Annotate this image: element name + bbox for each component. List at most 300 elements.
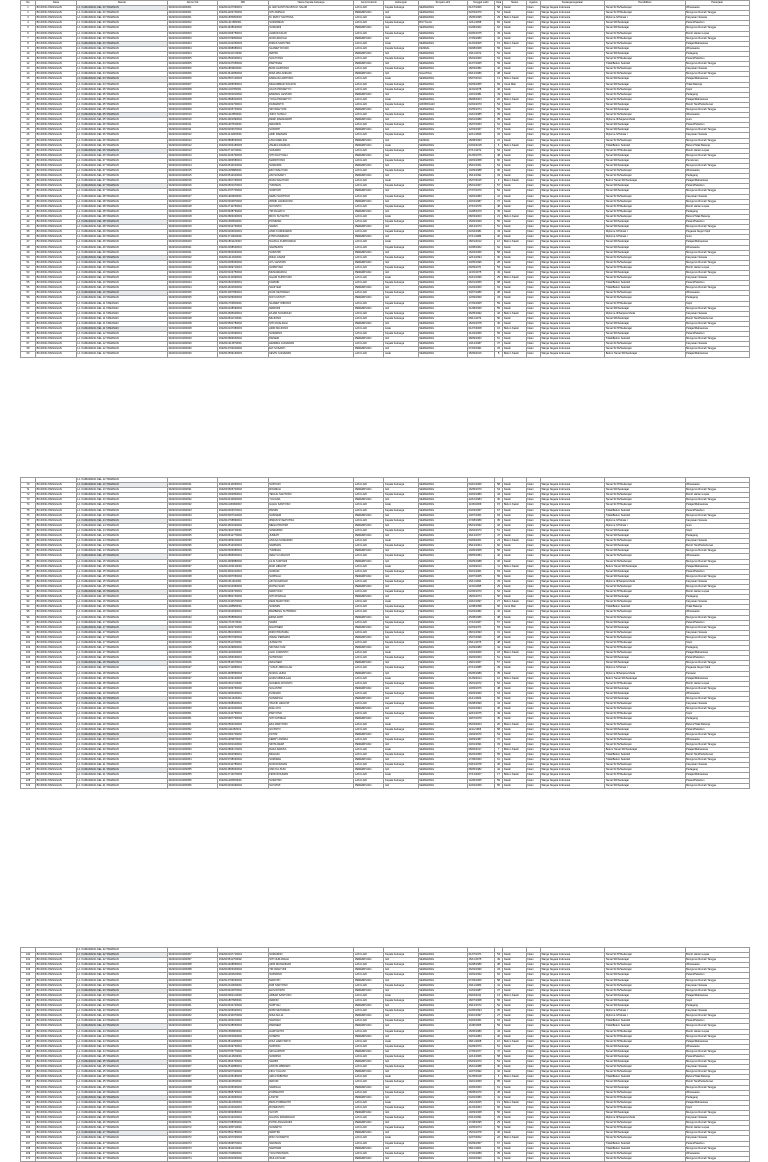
table-cell: BOJONG PAINGGAN [36, 1049, 77, 1054]
table-cell: Warga Negara Indonesia [540, 1105, 604, 1110]
table-cell: Kawin [503, 778, 527, 783]
table-cell: 50 [494, 595, 503, 600]
table-cell: Wiraswasta [685, 6, 749, 11]
table-cell: LAKI-LAKI [354, 1039, 384, 1044]
table-cell: SEMARANG [418, 77, 467, 82]
table-cell: Wiraswasta [685, 245, 749, 250]
table-cell: Islam [526, 605, 540, 610]
table-cell: 21 [21, 107, 36, 112]
table-cell: Belum Tamat SD/Sederajat [605, 179, 685, 184]
table-cell: Warga Negara Indonesia [540, 77, 604, 82]
table-cell: 41 [21, 209, 36, 214]
table-cell: 9 [21, 46, 36, 51]
table-cell: BOJONG PAINGGAN [36, 123, 77, 128]
table-cell: 42 [21, 214, 36, 219]
table-cell: 58 [21, 296, 36, 301]
table-cell: 11/06/2009 [467, 503, 494, 508]
table-cell: Istri [384, 225, 418, 230]
table-cell: Belum Tamat SD/Sederajat [605, 564, 685, 569]
table-cell: PEREMPUAN [354, 138, 384, 143]
table-cell: BOJONG PAINGGAN [36, 630, 77, 635]
table-cell: Karyawan Swasta [685, 702, 749, 707]
table-cell: Warga Negara Indonesia [540, 316, 604, 321]
table-cell: LAKI-LAKI [354, 204, 384, 209]
table-cell: SEMARANG [418, 153, 467, 158]
table-cell: BOJONG PAINGGAN [36, 595, 77, 600]
table-cell: Pelajar/Mahasiswa [685, 773, 749, 778]
table-cell: 41 [494, 983, 503, 988]
table-cell: PEREMPUAN [354, 661, 384, 666]
table-cell: Kepala Keluarga [384, 554, 418, 559]
table-cell: 3322015108650002 [218, 1024, 268, 1029]
table-cell: SEMARANG [418, 255, 467, 260]
table-cell: Kawin [503, 615, 527, 620]
table-cell: BOJONG PAINGGAN [36, 148, 77, 153]
table-cell: SEMARANG [418, 36, 467, 41]
table-cell: PEREMPUAN [354, 783, 384, 788]
table-cell: Tamat SLTP/Sederajat [605, 646, 685, 651]
table-cell: H. EDI SANTOSA BIN M. SALIM [268, 6, 354, 11]
table-cell: 54 [21, 276, 36, 281]
table-cell: Tidak/Belum Sekolah [605, 337, 685, 342]
table-cell: Kawin [503, 686, 527, 691]
table-cell: 3322010101000042 [167, 615, 217, 620]
column-header: Hubungan [384, 1, 418, 6]
table-cell: SEMARANG [418, 732, 467, 737]
table-cell: Tidak Bekerja [685, 82, 749, 87]
table-cell: 76 [21, 513, 36, 518]
table-cell: SEMARANG [418, 113, 467, 118]
table-cell: 34 [494, 702, 503, 707]
table-cell: 3322010101000011 [167, 128, 217, 133]
table-cell: 3322010310780001 [218, 763, 268, 768]
table-cell: SAMIJAN [268, 1019, 354, 1024]
table-cell: 64 [494, 57, 503, 62]
table-cell: Petani/Pekebun [685, 508, 749, 513]
table-cell: Kawin [503, 255, 527, 260]
table-cell: 60 [21, 306, 36, 311]
table-cell: 3322014909880002 [218, 559, 268, 564]
table-cell: SUMARNI [268, 26, 354, 31]
table-cell: LAKI-LAKI [354, 123, 384, 128]
table-cell: SEMARANG [418, 973, 467, 978]
table-cell: Buruh Harian Lepas [685, 590, 749, 595]
table-cell: Islam [526, 301, 540, 306]
table-cell: 47 [494, 1049, 503, 1054]
table-cell: Warga Negara Indonesia [540, 625, 604, 630]
table-cell: SARINAH [268, 1085, 354, 1090]
table-cell: Islam [526, 498, 540, 503]
table-cell: Istri [384, 549, 418, 554]
table-cell: MUHAMMAD SOLIKIN [268, 82, 354, 87]
table-cell: SURYADI [268, 483, 354, 488]
table-cell: SEMARANG [418, 559, 467, 564]
table-cell: 3322010101000070 [167, 1105, 217, 1110]
table-cell: LJ. KAMARANG KEL.06 TAMANAN [76, 143, 167, 148]
table-cell: BOJONG PAINGGAN [36, 681, 77, 686]
table-cell: NURUL HUDA [268, 671, 354, 676]
table-cell: GROBOGAN [418, 102, 467, 107]
table-cell: LJ. KAMARANG KEL.13 TAMANAN [76, 513, 167, 518]
table-cell: 3322010101000021 [167, 245, 217, 250]
table-cell: Warga Negara Indonesia [540, 184, 604, 189]
table-cell: 3322012002800001 [218, 493, 268, 498]
table-cell: SURATMI [268, 250, 354, 255]
table-cell: Islam [526, 1141, 540, 1146]
table-cell: 8 [494, 352, 503, 357]
table-cell: SUMADI [268, 569, 354, 574]
table-cell: Karyawan Swasta [685, 539, 749, 544]
table-cell: SEMARANG [418, 214, 467, 219]
table-cell: Islam [526, 209, 540, 214]
table-cell: Warga Negara Indonesia [540, 255, 604, 260]
table-cell: BOJONG PAINGGAN [36, 1019, 77, 1024]
table-cell: BOJONG PAINGGAN [36, 508, 77, 513]
table-cell: Kepala Keluarga [384, 291, 418, 296]
table-cell: SEMARANG [418, 306, 467, 311]
table-cell: Kawin [503, 483, 527, 488]
table-cell: Warga Negara Indonesia [540, 1049, 604, 1054]
table-cell: SEMARANG [418, 16, 467, 21]
table-cell: LJ. KAMARANG KEL.16 TAMANAN [76, 610, 167, 615]
table-cell: Kepala Keluarga [384, 123, 418, 128]
table-cell: 08/11/1961 [467, 1146, 494, 1151]
table-cell: 28 [494, 635, 503, 640]
table-cell: 67 [21, 342, 36, 347]
table-cell: AZKA WIBOWO [268, 1075, 354, 1080]
table-cell: SEMARANG [418, 1024, 467, 1029]
table-cell: Warga Negara Indonesia [540, 1060, 604, 1065]
table-cell: Kepala Keluarga [384, 1141, 418, 1146]
table-cell: Islam [526, 1156, 540, 1161]
table-cell: SEMARANG [418, 641, 467, 646]
table-cell: 3322016107650002 [218, 62, 268, 67]
table-cell: Kawin [503, 1014, 527, 1019]
table-cell: LAKI-LAKI [354, 963, 384, 968]
table-cell: Kepala Keluarga [384, 184, 418, 189]
table-cell: Warga Negara Indonesia [540, 651, 604, 656]
table-cell: Belum Kawin [503, 352, 527, 357]
table-cell: 84 [21, 554, 36, 559]
table-cell: 09/09/1988 [467, 559, 494, 564]
table-cell: GALIH SANTOSO [268, 503, 354, 508]
table-cell: 3322011506690001 [218, 220, 268, 225]
table-cell: 18 [494, 651, 503, 656]
table-cell: 21/04/1959 [467, 332, 494, 337]
table-cell: LAKI-LAKI [354, 641, 384, 646]
table-cell: Islam [526, 666, 540, 671]
table-cell: Istri [384, 661, 418, 666]
table-cell: BOJONG PAINGGAN [36, 747, 77, 752]
table-cell: 166 [21, 1136, 36, 1141]
table-cell: Warga Negara Indonesia [540, 737, 604, 742]
table-cell: 31 [494, 138, 503, 143]
table-cell: Kawin [503, 209, 527, 214]
table-cell: Tidak/Belum Sekolah [605, 605, 685, 610]
table-cell: Kawin [503, 1070, 527, 1075]
table-cell: Buruh Harian Lepas [685, 204, 749, 209]
table-cell: Kepala Keluarga [384, 605, 418, 610]
table-cell: Tamat SD/Sederajat [605, 958, 685, 963]
table-cell: Karyawan Swasta [685, 16, 749, 21]
table-cell: Kawin [503, 742, 527, 747]
table-cell: Islam [526, 1085, 540, 1090]
table-cell: LJ. KAMARANG KEL.08 TAMANAN [76, 199, 167, 204]
table-cell: 3322010608900001 [218, 702, 268, 707]
table-cell: Islam [526, 164, 540, 169]
table-cell: Tamat SLTP/Sederajat [605, 1126, 685, 1131]
table-cell: Tamat SD/Sederajat [605, 1080, 685, 1085]
table-cell: 02/04/1981 [467, 230, 494, 235]
table-cell: 57 [21, 291, 36, 296]
table-cell: SITI ROMLAH [268, 595, 354, 600]
table-cell: LJ. KAMARANG KEL.18 TAMANAN [76, 681, 167, 686]
table-cell: PEREMPUAN [354, 584, 384, 589]
table-cell: 3322012504600001 [218, 57, 268, 62]
table-cell: 48 [494, 204, 503, 209]
table-cell: Kawin [503, 270, 527, 275]
table-cell: 60 [494, 544, 503, 549]
table-cell: 3322016210840002 [218, 498, 268, 503]
table-cell: SEMARANG [418, 311, 467, 316]
table-cell: 3322015301810002 [218, 92, 268, 97]
table-cell: BOJONG PAINGGAN [36, 1105, 77, 1110]
table-cell: SEMARANG [418, 240, 467, 245]
table-cell: 158 [21, 1095, 36, 1100]
table-cell: Diploma IV/Strata I [605, 518, 685, 523]
table-cell: ZAHRA RAHMAN [268, 143, 354, 148]
table-cell: Kawin [503, 646, 527, 651]
table-cell: 19/09/1987 [467, 737, 494, 742]
table-cell: SEMARANG [418, 697, 467, 702]
table-cell: 15/12/1991 [467, 174, 494, 179]
table-cell: 3322010101000018 [167, 204, 217, 209]
table-cell: MUJIONO [268, 316, 354, 321]
table-cell: Istri [384, 235, 418, 240]
table-cell: 3322010101000060 [167, 983, 217, 988]
table-cell: Warga Negara Indonesia [540, 727, 604, 732]
table-cell: SEMARANG [418, 544, 467, 549]
table-cell: YOGA PRASETYO [268, 97, 354, 102]
table-cell: SUMIYATI [268, 189, 354, 194]
table-cell: 3322015808930002 [218, 138, 268, 143]
table-cell: 3322011305740001 [218, 1126, 268, 1131]
table-cell: Belum Kawin [503, 1100, 527, 1105]
table-cell: HARIYANTO [268, 1029, 354, 1034]
table-cell: Islam [526, 712, 540, 717]
table-cell: Warga Negara Indonesia [540, 342, 604, 347]
table-cell: 73 [21, 498, 36, 503]
table-cell: 128 [21, 778, 36, 783]
table-cell: DIAH AYU [268, 707, 354, 712]
table-cell: Tamat SD/Sederajat [605, 128, 685, 133]
table-cell: BOJONG PAINGGAN [36, 610, 77, 615]
table-cell: NAUFAL KURNIAWAN [268, 240, 354, 245]
table-cell: Warga Negara Indonesia [540, 153, 604, 158]
table-cell: Kawin [503, 641, 527, 646]
column-header: Usia [495, 1, 502, 4]
table-cell: LAKI-LAKI [354, 983, 384, 988]
table-cell: 36 [494, 559, 503, 564]
table-cell: BOJONG PAINGGAN [36, 661, 77, 666]
household-table-3 [20, 947, 750, 1162]
table-cell: 08/05/1982 [467, 768, 494, 773]
table-cell: SUPARMAN [268, 21, 354, 26]
table-cell: LJ. KAMARANG KEL.23 TAMANAN [76, 993, 167, 998]
table-cell: LAKI-LAKI [354, 753, 384, 758]
table-cell: Istri [384, 1131, 418, 1136]
table-cell: 26/07/2015 [467, 179, 494, 184]
table-cell: Tamat SLTP/Sederajat [605, 204, 685, 209]
table-cell: Kepala Keluarga [384, 265, 418, 270]
table-cell: PEREMPUAN [354, 686, 384, 691]
table-cell: 3322016809630002 [218, 337, 268, 342]
table-cell: Tamat SLTP/Sederajat [605, 327, 685, 332]
table-cell: Kawin [503, 6, 527, 11]
table-cell: UMI KULSUM [268, 768, 354, 773]
table-cell: 3322010503040003 [218, 722, 268, 727]
table-cell: SEMARANG [418, 722, 467, 727]
table-cell: 3322010101000042 [167, 610, 217, 615]
table-cell: 3322010101000038 [167, 574, 217, 579]
table-cell: LAKI-LAKI [354, 311, 384, 316]
table-cell: 3322015103750002 [218, 270, 268, 275]
table-cell: SEMARANG [418, 1136, 467, 1141]
table-cell: Tamat SD/Sederajat [605, 225, 685, 230]
table-cell: PEREMPUAN [354, 118, 384, 123]
table-cell: Buruh Harian Lepas [685, 31, 749, 36]
table-cell: Mengurus Rumah Tangga [685, 260, 749, 265]
table-cell: Kepala Keluarga [384, 87, 418, 92]
table-cell: 38 [494, 615, 503, 620]
table-cell: 3322010101000019 [167, 220, 217, 225]
table-cell: 45 [494, 1090, 503, 1095]
table-cell: Karyawan Swasta [685, 276, 749, 281]
table-cell: 162 [21, 1116, 36, 1121]
table-cell: 116 [21, 717, 36, 722]
table-cell: LJ. KAMARANG KEL.19 TAMANAN [76, 697, 167, 702]
table-cell: 3322011212660001 [218, 1054, 268, 1059]
table-cell: Kawin [503, 296, 527, 301]
table-cell: 146 [21, 1034, 36, 1039]
table-cell: 05/01/1967 [467, 184, 494, 189]
table-cell: SEMARANG [418, 737, 467, 742]
table-cell: Tamat SLTP/Sederajat [605, 773, 685, 778]
table-cell: 57 [494, 184, 503, 189]
table-cell: Islam [526, 988, 540, 993]
table-cell: LJ. KAMARANG KEL.18 TAMANAN [76, 666, 167, 671]
table-cell: BOJONG PAINGGAN [36, 983, 77, 988]
table-cell: Belum Kawin [503, 179, 527, 184]
table-cell: Kawin [503, 265, 527, 270]
table-cell: WAKIDI [268, 1080, 354, 1085]
table-cell: Islam [526, 321, 540, 326]
table-cell: Belum Kawin [503, 311, 527, 316]
table-cell: Islam [526, 503, 540, 508]
table-cell: 136 [21, 983, 36, 988]
table-cell: 62 [494, 245, 503, 250]
table-cell: LAKI-LAKI [354, 1065, 384, 1070]
table-cell: Tamat SLTP/Sederajat [605, 1029, 685, 1034]
table-cell: 18/01/2012 [467, 240, 494, 245]
table-cell: PEREMPUAN [354, 51, 384, 56]
table-cell: Cerai Mati [503, 605, 527, 610]
table-cell: 62 [21, 316, 36, 321]
table-cell: 3322010101000058 [167, 963, 217, 968]
table-cell: Tidak/Belum Sekolah [605, 1146, 685, 1151]
table-cell: Islam [526, 220, 540, 225]
table-cell: Islam [526, 143, 540, 148]
table-cell: SEMARANG [418, 281, 467, 286]
table-cell: LJ. KAMARANG KEL.07 TAMANAN [76, 184, 167, 189]
table-cell: 51 [494, 225, 503, 230]
table-cell: 27/08/1995 [467, 1121, 494, 1126]
table-cell: 05/11/1976 [467, 641, 494, 646]
table-cell: WARSINI [268, 306, 354, 311]
table-cell: 19/09/1968 [467, 1111, 494, 1116]
table-cell: Karyawan Swasta [685, 579, 749, 584]
table-cell: LJ. KAMARANG KEL.16 TAMANAN [76, 605, 167, 610]
table-cell: 35 [494, 118, 503, 123]
table-cell: Warga Negara Indonesia [540, 194, 604, 199]
table-cell: Kawin [503, 92, 527, 97]
table-cell: Warga Negara Indonesia [540, 260, 604, 265]
table-cell: Kepala Keluarga [384, 1065, 418, 1070]
table-cell: 10/07/1961 [467, 513, 494, 518]
table-cell: KUSNADI [268, 691, 354, 696]
table-cell: 3322010101000035 [167, 528, 217, 533]
table-cell: Islam [526, 306, 540, 311]
table-cell: Kepala Keluarga [384, 712, 418, 717]
table-cell: INDAH PERMATA [268, 635, 354, 640]
table-cell: LJ. KAMARANG KEL.17 TAMANAN [76, 620, 167, 625]
table-cell: Warga Negara Indonesia [540, 783, 604, 788]
table-cell: 3322010101000072 [167, 1126, 217, 1131]
table-cell: BOJONG PAINGGAN [36, 768, 77, 773]
table-cell: 07/12/1985 [467, 666, 494, 671]
table-cell: LAKI-LAKI [354, 544, 384, 549]
table-cell: BOJONG PAINGGAN [36, 707, 77, 712]
table-cell: SEMARANG [418, 584, 467, 589]
table-cell: Pensiunan [685, 158, 749, 163]
table-cell: PUTRI ANGGRAINI [268, 1121, 354, 1126]
table-cell: 03/03/1957 [467, 508, 494, 513]
table-cell: 3322010101000069 [167, 1100, 217, 1105]
table-cell: SEMARANG [418, 291, 467, 296]
table-cell: LJ. KAMARANG KEL.18 TAMANAN [76, 656, 167, 661]
table-cell: SALATIGA [418, 72, 467, 77]
table-cell: Warga Negara Indonesia [540, 87, 604, 92]
table-cell: 3322010101000007 [167, 82, 217, 87]
column-header: Nomor Kk [167, 1, 217, 6]
table-cell: 03/06/1975 [467, 31, 494, 36]
table-cell: BOJONG PAINGGAN [36, 732, 77, 737]
table-cell: LJ. KAMARANG KEL.27 TAMANAN [76, 1126, 167, 1131]
table-cell: PEREMPUAN [354, 26, 384, 31]
table-cell: 04/04/1982 [467, 610, 494, 615]
table-cell: LJ. KAMARANG KEL.08 TAMANAN [76, 225, 167, 230]
column-header: No [21, 1, 36, 6]
table-cell: 3322010304180003 [218, 143, 268, 148]
table-cell: 3322012712070003 [218, 773, 268, 778]
table-cell: 3322010101000008 [167, 87, 217, 92]
table-cell: Kawin [503, 1131, 527, 1136]
table-cell: LJ. KAMARANG KEL.03 TAMANAN [76, 16, 167, 21]
table-cell: Warga Negara Indonesia [540, 220, 604, 225]
table-cell: YOGI PRATAMA [268, 1151, 354, 1156]
table-cell: 42 [494, 610, 503, 615]
table-cell: SUMARNO [268, 953, 354, 958]
